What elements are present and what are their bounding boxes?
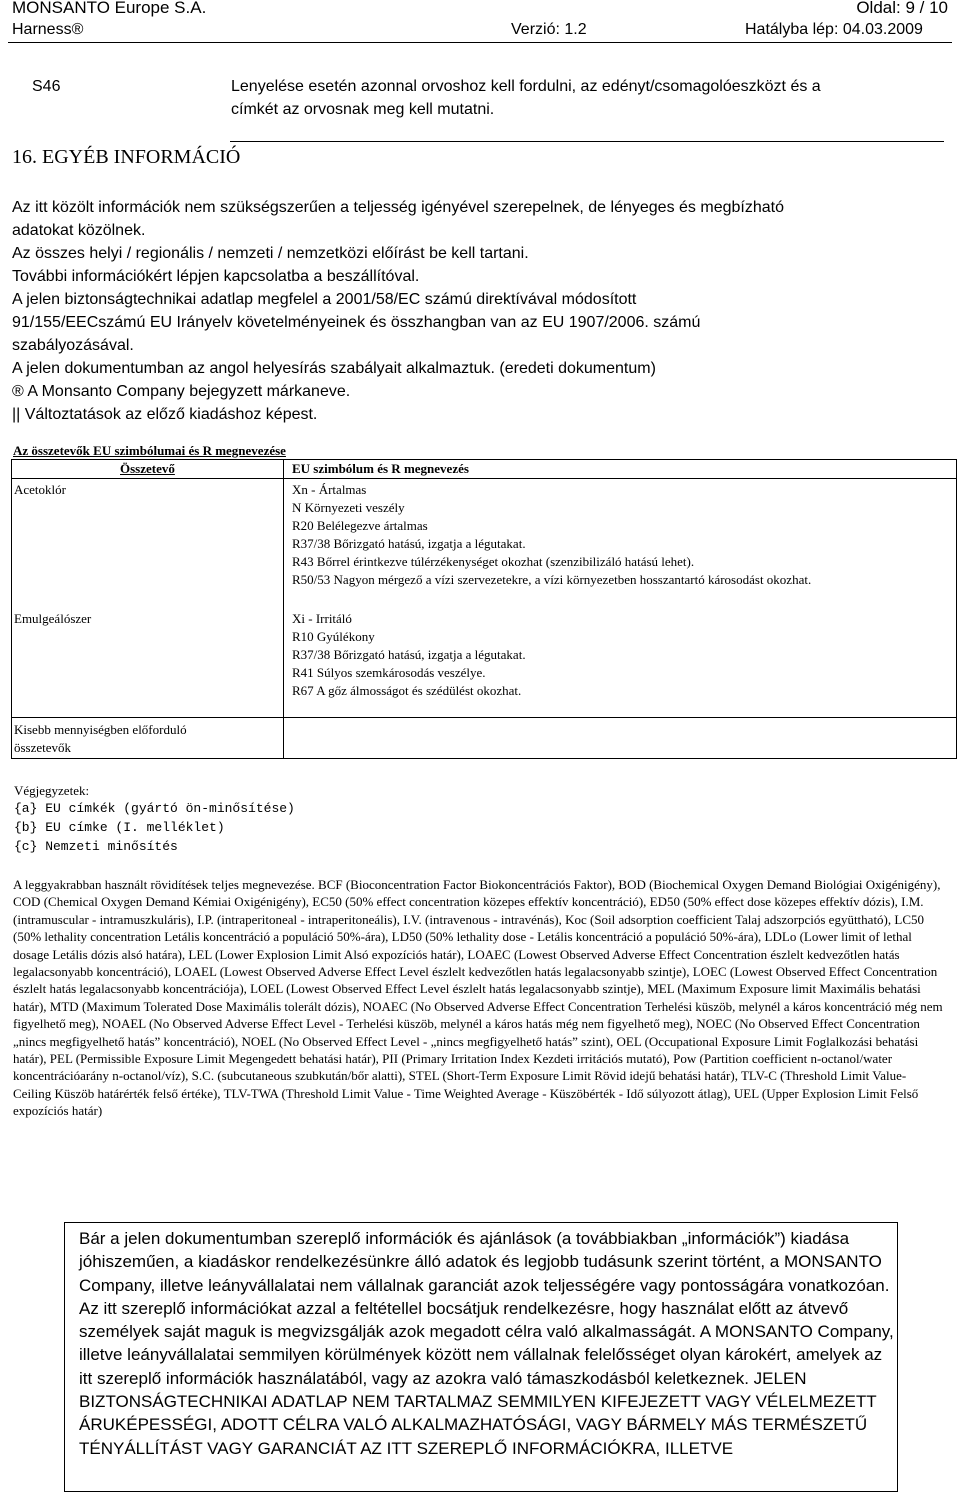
table-header-divider — [11, 478, 957, 479]
product-name: Harness® — [12, 21, 84, 38]
table-cell-symbol: R20 Belélegezve ártalmas — [292, 518, 428, 533]
abbreviations-paragraph: A leggyakrabban használt rövidítések teljes megnevezése. BCF (Bioconcentration Factor Biokoncentrációs Faktor), BOD (Biochemical Oxygen Demand Biológiai Oxigénigény), COD (Chemical Oxygen Demand Kémiai Oxigénigény), EC50 (50% effect concentration közepes effektív koncentráció), ED50 (50% effect dose közepes effektív dózis), I.M. (intramuscular - intramuszkuláris), I.P. (intraperitoneal - intraperitoneális), I.V. (intravenous - intravénás), Koc (Soil adsorption coefficient Talaj adszorpciós együttható), LC50 (50% lethality concentration Letális koncentráció a populáció 50%-ára), LD50 (50% lethality dose - Letális koncentráció a populáció 50%-ára), LDLo (Lower limit of lethal dosage Letális dózis alsó határa), LEL (Lower Explosion Limit Alsó expozíciós határ), LOAEC (Lowest Observed Adverse Effect Concentration észlelt kedvezőtlen hatás legalacsonyabb koncentráció), LOAEL (Lowest Observed Adverse Effect Level észlelt kedvezőtlen hatás legalacsonyabb szintje), LOEC (Lowest Observed Effect Concentration észlelt hatás legalacsonyabb koncentrációja), LOEL (Lowest Observed Effect Level észlelt hatás legalacsonyabb szintje), MEL (Maximum Exposure limit Maximális behatási határ), MTD (Maximum Tolerated Dose Maximális tolerált dózis), NOAEC (No Observed Adverse Effect Concentration Terhelési küszöb, melynél a káros koncentráció még nem figyelhető meg), NOAEL (No Observed Adverse Effect Level - Terhelési küszöb, melynél a káros hatás még nem figyelhető meg), NOEC (No Observed Effect Concentration „nincs megfigyelhető hatás” koncentráció), NOEL (No Observed Effect Level - „nincs megfigyelhető hatás” szint), OEL (Occupational Exposure Limit Foglalkozási behatási határ), PEL (Permissible Exposure Limit Megengedett behatási határ), PII (Primary Irritation Index Kezdeti irritációs mutató), Pow (Partition coefficient n-octanol/water koncentrációarány n-octanol/víz), S.C. (subcutaneous szubkután/bőr alatti), STEL (Short-Term Exposure Limit Rövid idejű behatási határ), TLV-C (Threshold Limit Value-Ceiling Küszöb határérték felső értéke), TLV-TWA (Threshold Limit Value - Time Weighted Average - Küszöbérték - Idő súlyozott átlag), UEL (Upper Explosion Limit Felső expozíciós határ) — [13, 877, 943, 1119]
info-line: szabályozásával. — [12, 337, 134, 354]
table-cell-ingredient: összetevők — [14, 740, 72, 755]
table-cell-ingredient: Acetoklór — [14, 482, 66, 497]
table-cell-symbol: R10 Gyúlékony — [292, 629, 375, 644]
info-line: Az összes helyi / regionális / nemzeti / nemzetközi előírást be kell tartani. — [12, 245, 529, 262]
footnote-item: {a} EU címkék (gyártó ön-minősítése) — [14, 801, 295, 816]
s46-text-line1: Lenyelése esetén azonnal orvoshoz kell fordulni, az edényt/csomagolóeszközt és a — [231, 78, 821, 95]
info-line: További információkért lépjen kapcsolatba a beszállítóval. — [12, 268, 420, 285]
footnotes-title: Végjegyzetek: — [14, 783, 90, 798]
info-line: A jelen biztonságtechnikai adatlap megfelel a 2001/58/EC számú direktívával módosított — [12, 291, 637, 308]
company-name: MONSANTO Europe S.A. — [12, 0, 207, 17]
info-line: 91/155/EECszámú EU Irányelv követelményeinek és összhangban van az EU 1907/2006. számú — [12, 314, 701, 331]
page-number: Oldal: 9 / 10 — [856, 0, 948, 17]
s46-code: S46 — [32, 78, 61, 95]
table-header-eu-symbol: EU szimbólum és R megnevezés — [292, 461, 469, 476]
table-column-divider — [283, 459, 284, 759]
table-cell-symbol: R50/53 Nagyon mérgező a vízi szervezetekre, a vízi környezetben hosszantartó károsodást okozhat. — [292, 572, 812, 587]
section-title: 16. EGYÉB INFORMÁCIÓ — [12, 146, 241, 168]
table-cell-symbol: R37/38 Bőrizgató hatású, izgatja a légutakat. — [292, 536, 526, 551]
s46-text-line2: címkét az orvosnak meg kell mutatni. — [231, 101, 495, 118]
table-cell-symbol: Xn - Ártalmas — [292, 482, 367, 497]
table-cell-symbol: R41 Súlyos szemkárosodás veszélye. — [292, 665, 486, 680]
table-cell-ingredient: Kisebb mennyiségben előforduló — [14, 722, 187, 737]
info-line: Az itt közölt információk nem szükségszerűen a teljesség igényével szerepelnek, de lényeges és megbízható — [12, 199, 784, 216]
info-line: adatokat közölnek. — [12, 222, 146, 239]
header-rule — [8, 42, 952, 43]
footnote-item: {c} Nemzeti minősítés — [14, 839, 178, 854]
changes-line: || Változtatások az előző kiadáshoz képest. — [12, 406, 318, 423]
disclaimer-text: Bár a jelen dokumentumban szereplő információk és ajánlások (a továbbiakban „információk”) kiadása jóhiszeműen, a kiadáskor rendelkezésünkre álló adatok és legjobb tudásunk szerint történt, a MONSANTO Company, illetve leányvállalatai nem vállalnak garanciát azok teljességére vagy pontosságára vonatkozóan. Az itt szereplő információkat azzal a feltétellel bocsátjuk rendelkezésre, hogy használat előtt az átvevő személyek saját maguk is megvizsgálják azok megadott célra való alkalmasságát. A MONSANTO Company, illetve leányvállalatai semmilyen körülmények között nem vállalnak felelősséget olyan károkért, amelyek az itt szereplő információk használatából, vagy az azokra való támaszkodásból keletkeznek. JELEN BIZTONSÁGTECHNIKAI ADATLAP NEM TARTALMAZ SEMMILYEN KIFEJEZETT VAGY VÉLELMEZETT ÁRUKÉPESSÉGI, ADOTT CÉLRA VALÓ ALKALMAZHATÓSÁGI, VAGY BÁRMELY MÁS TERMÉSZETŰ TÉNYÁLLÍTÁST VAGY GARANCIÁT AZ ITT SZEREPLŐ INFORMÁCIÓKRA, ILLETVE — [79, 1229, 894, 1458]
trademark-line: ® A Monsanto Company bejegyzett márkaneve. — [12, 383, 351, 400]
table-cell-symbol: R43 Bőrrel érintkezve túlérzékenységet okozhat (szenzibilizáló hatású lehet). — [292, 554, 695, 569]
table-cell-symbol: R37/38 Bőrizgató hatású, izgatja a légutakat. — [292, 647, 526, 662]
table-cell-ingredient: Emulgeálószer — [14, 611, 92, 626]
table-cell-symbol: Xi - Irritáló — [292, 611, 352, 626]
ingredients-table — [11, 459, 957, 759]
table-header-ingredient: Összetevő — [120, 461, 175, 476]
section-rule — [230, 141, 944, 142]
table-cell-symbol: R67 A gőz álmosságot és szédülést okozhat. — [292, 683, 522, 698]
table-row-divider — [11, 717, 957, 718]
effective-date: Hatályba lép: 04.03.2009 — [745, 21, 923, 38]
footnote-item: {b} EU címke (I. melléklet) — [14, 820, 225, 835]
table-caption: Az összetevők EU szimbólumai és R megnevezése — [13, 443, 286, 458]
info-line: A jelen dokumentumban az angol helyesírás szabályait alkalmaztuk. (eredeti dokumentum) — [12, 360, 656, 377]
version: Verzió: 1.2 — [511, 21, 587, 38]
table-cell-symbol: N Környezeti veszély — [292, 500, 405, 515]
